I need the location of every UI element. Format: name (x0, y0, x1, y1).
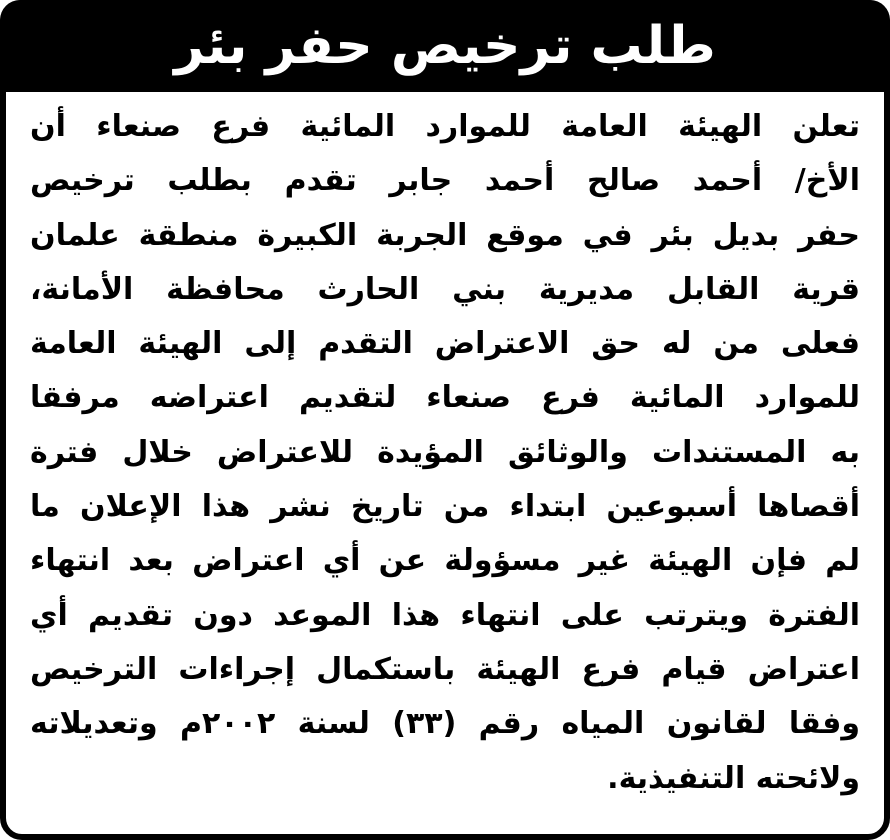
notice-line: وفقا لقانون المياه رقم (٣٣) لسنة ٢٠٠٢م وتعديلاته (30, 706, 860, 742)
notice-title: طلب ترخيص حفر بئر (174, 16, 716, 76)
notice-line: فعلى من له حق الاعتراض التقدم إلى الهيئة العامة (30, 326, 860, 362)
notice-line: أقصاها أسبوعين ابتداء من تاريخ نشر هذا الإعلان ما (30, 489, 860, 525)
notice-body (30, 100, 860, 806)
notice-line: قرية القابل مديرية بني الحارث محافظة الأمانة، (30, 271, 860, 307)
notice-line: به المستندات والوثائق المؤيدة للاعتراض خلال فترة (30, 434, 860, 470)
notice-line: للموارد المائية فرع صنعاء لتقديم اعتراضه مرفقا (30, 380, 860, 416)
notice-line: اعتراض قيام فرع الهيئة باستكمال إجراءات الترخيص (30, 651, 860, 687)
notice-line: حفر بديل بئر في موقع الجربة الكبيرة منطقة علمان (30, 217, 860, 253)
notice-line: تعلن الهيئة العامة للموارد المائية فرع صنعاء أن (30, 109, 860, 144)
notice-line: ولائحته التنفيذية. (607, 760, 860, 796)
notice-line: الفترة ويترتب على انتهاء هذا الموعد دون تقديم أي (30, 597, 860, 633)
notice-header (0, 0, 890, 92)
notice-line: لم فإن الهيئة غير مسؤولة عن أي اعتراض بعد انتهاء (30, 543, 860, 579)
notice-line: الأخ/ أحمد صالح أحمد جابر تقدم بطلب ترخيص (30, 163, 860, 199)
